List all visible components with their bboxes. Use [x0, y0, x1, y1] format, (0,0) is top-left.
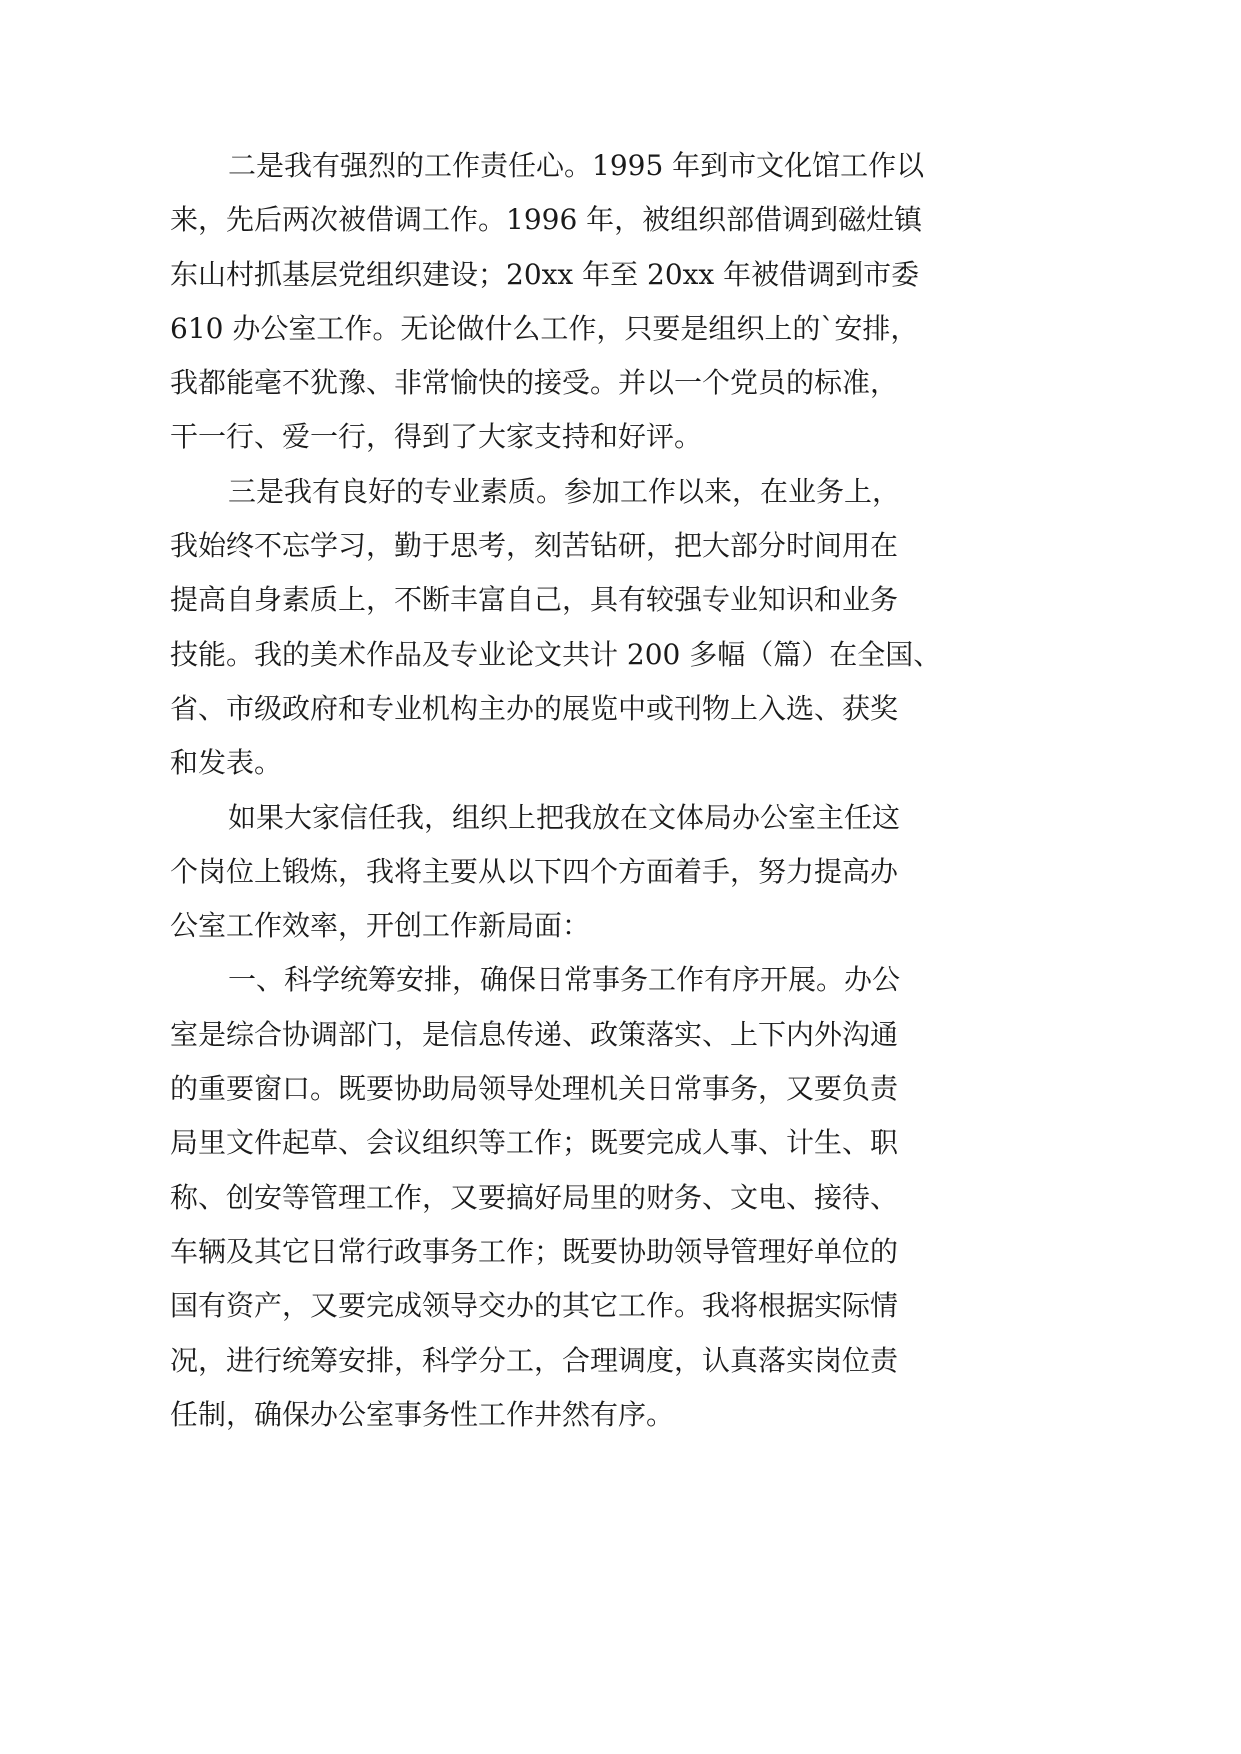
paragraph-line: 局里文件起草、会议组织等工作；既要完成人事、计生、职: [170, 1126, 899, 1160]
paragraph-line: 车辆及其它日常行政事务工作；既要协助领导管理好单位的: [170, 1234, 899, 1268]
paragraph-line: 我都能毫不犹豫、非常愉快的接受。并以一个党员的标准，: [170, 366, 899, 400]
paragraph-line: 三是我有良好的专业素质。参加工作以来，在业务上，: [228, 474, 901, 508]
paragraph-line: 省、市级政府和专业机构主办的展览中或刊物上入选、获奖: [170, 691, 899, 725]
paragraph-line: 技能。我的美术作品及专业论文共计 200 多幅（篇）在全国、: [170, 637, 942, 671]
paragraph-line: 提高自身素质上，不断丰富自己，具有较强专业知识和业务: [170, 583, 899, 617]
paragraph-line: 和发表。: [170, 746, 283, 780]
paragraph-line: 称、创安等管理工作，又要搞好局里的财务、文电、接待、: [170, 1180, 899, 1214]
paragraph-line: 二是我有强烈的工作责任心。1995 年到市文化馆工作以: [228, 149, 925, 182]
paragraph-line: 个岗位上锻炼，我将主要从以下四个方面着手，努力提高办: [170, 854, 899, 888]
paragraph-line: 的重要窗口。既要协助局领导处理机关日常事务，又要负责: [170, 1072, 899, 1106]
paragraph-line: 公室工作效率，开创工作新局面：: [170, 909, 591, 943]
paragraph-line: 我始终不忘学习，勤于思考，刻苦钻研，把大部分时间用在: [170, 529, 899, 563]
paragraph-line: 东山村抓基层党组织建设；20xx 年至 20xx 年被借调到市委: [170, 257, 920, 291]
paragraph-line: 干一行、爱一行，得到了大家支持和好评。: [170, 420, 703, 454]
paragraph-line: 来，先后两次被借调工作。1996 年，被组织部借调到磁灶镇: [170, 203, 923, 237]
paragraph-line: 室是综合协调部门，是信息传递、政策落实、上下内外沟通: [170, 1017, 899, 1051]
paragraph-line: 国有资产，又要完成领导交办的其它工作。我将根据实际情: [170, 1289, 899, 1323]
paragraph-line: 任制，确保办公室事务性工作井然有序。: [170, 1397, 675, 1431]
paragraph-line: 如果大家信任我，组织上把我放在文体局办公室主任这: [228, 800, 901, 834]
document-body: [170, 139, 970, 1442]
paragraph-line: 610 办公室工作。无论做什么工作，只要是组织上的`安排，: [170, 311, 919, 345]
paragraph-line: 况，进行统筹安排，科学分工，合理调度，认真落实岗位责: [170, 1343, 899, 1377]
paragraph-line: 一、科学统筹安排，确保日常事务工作有序开展。办公: [228, 963, 901, 997]
